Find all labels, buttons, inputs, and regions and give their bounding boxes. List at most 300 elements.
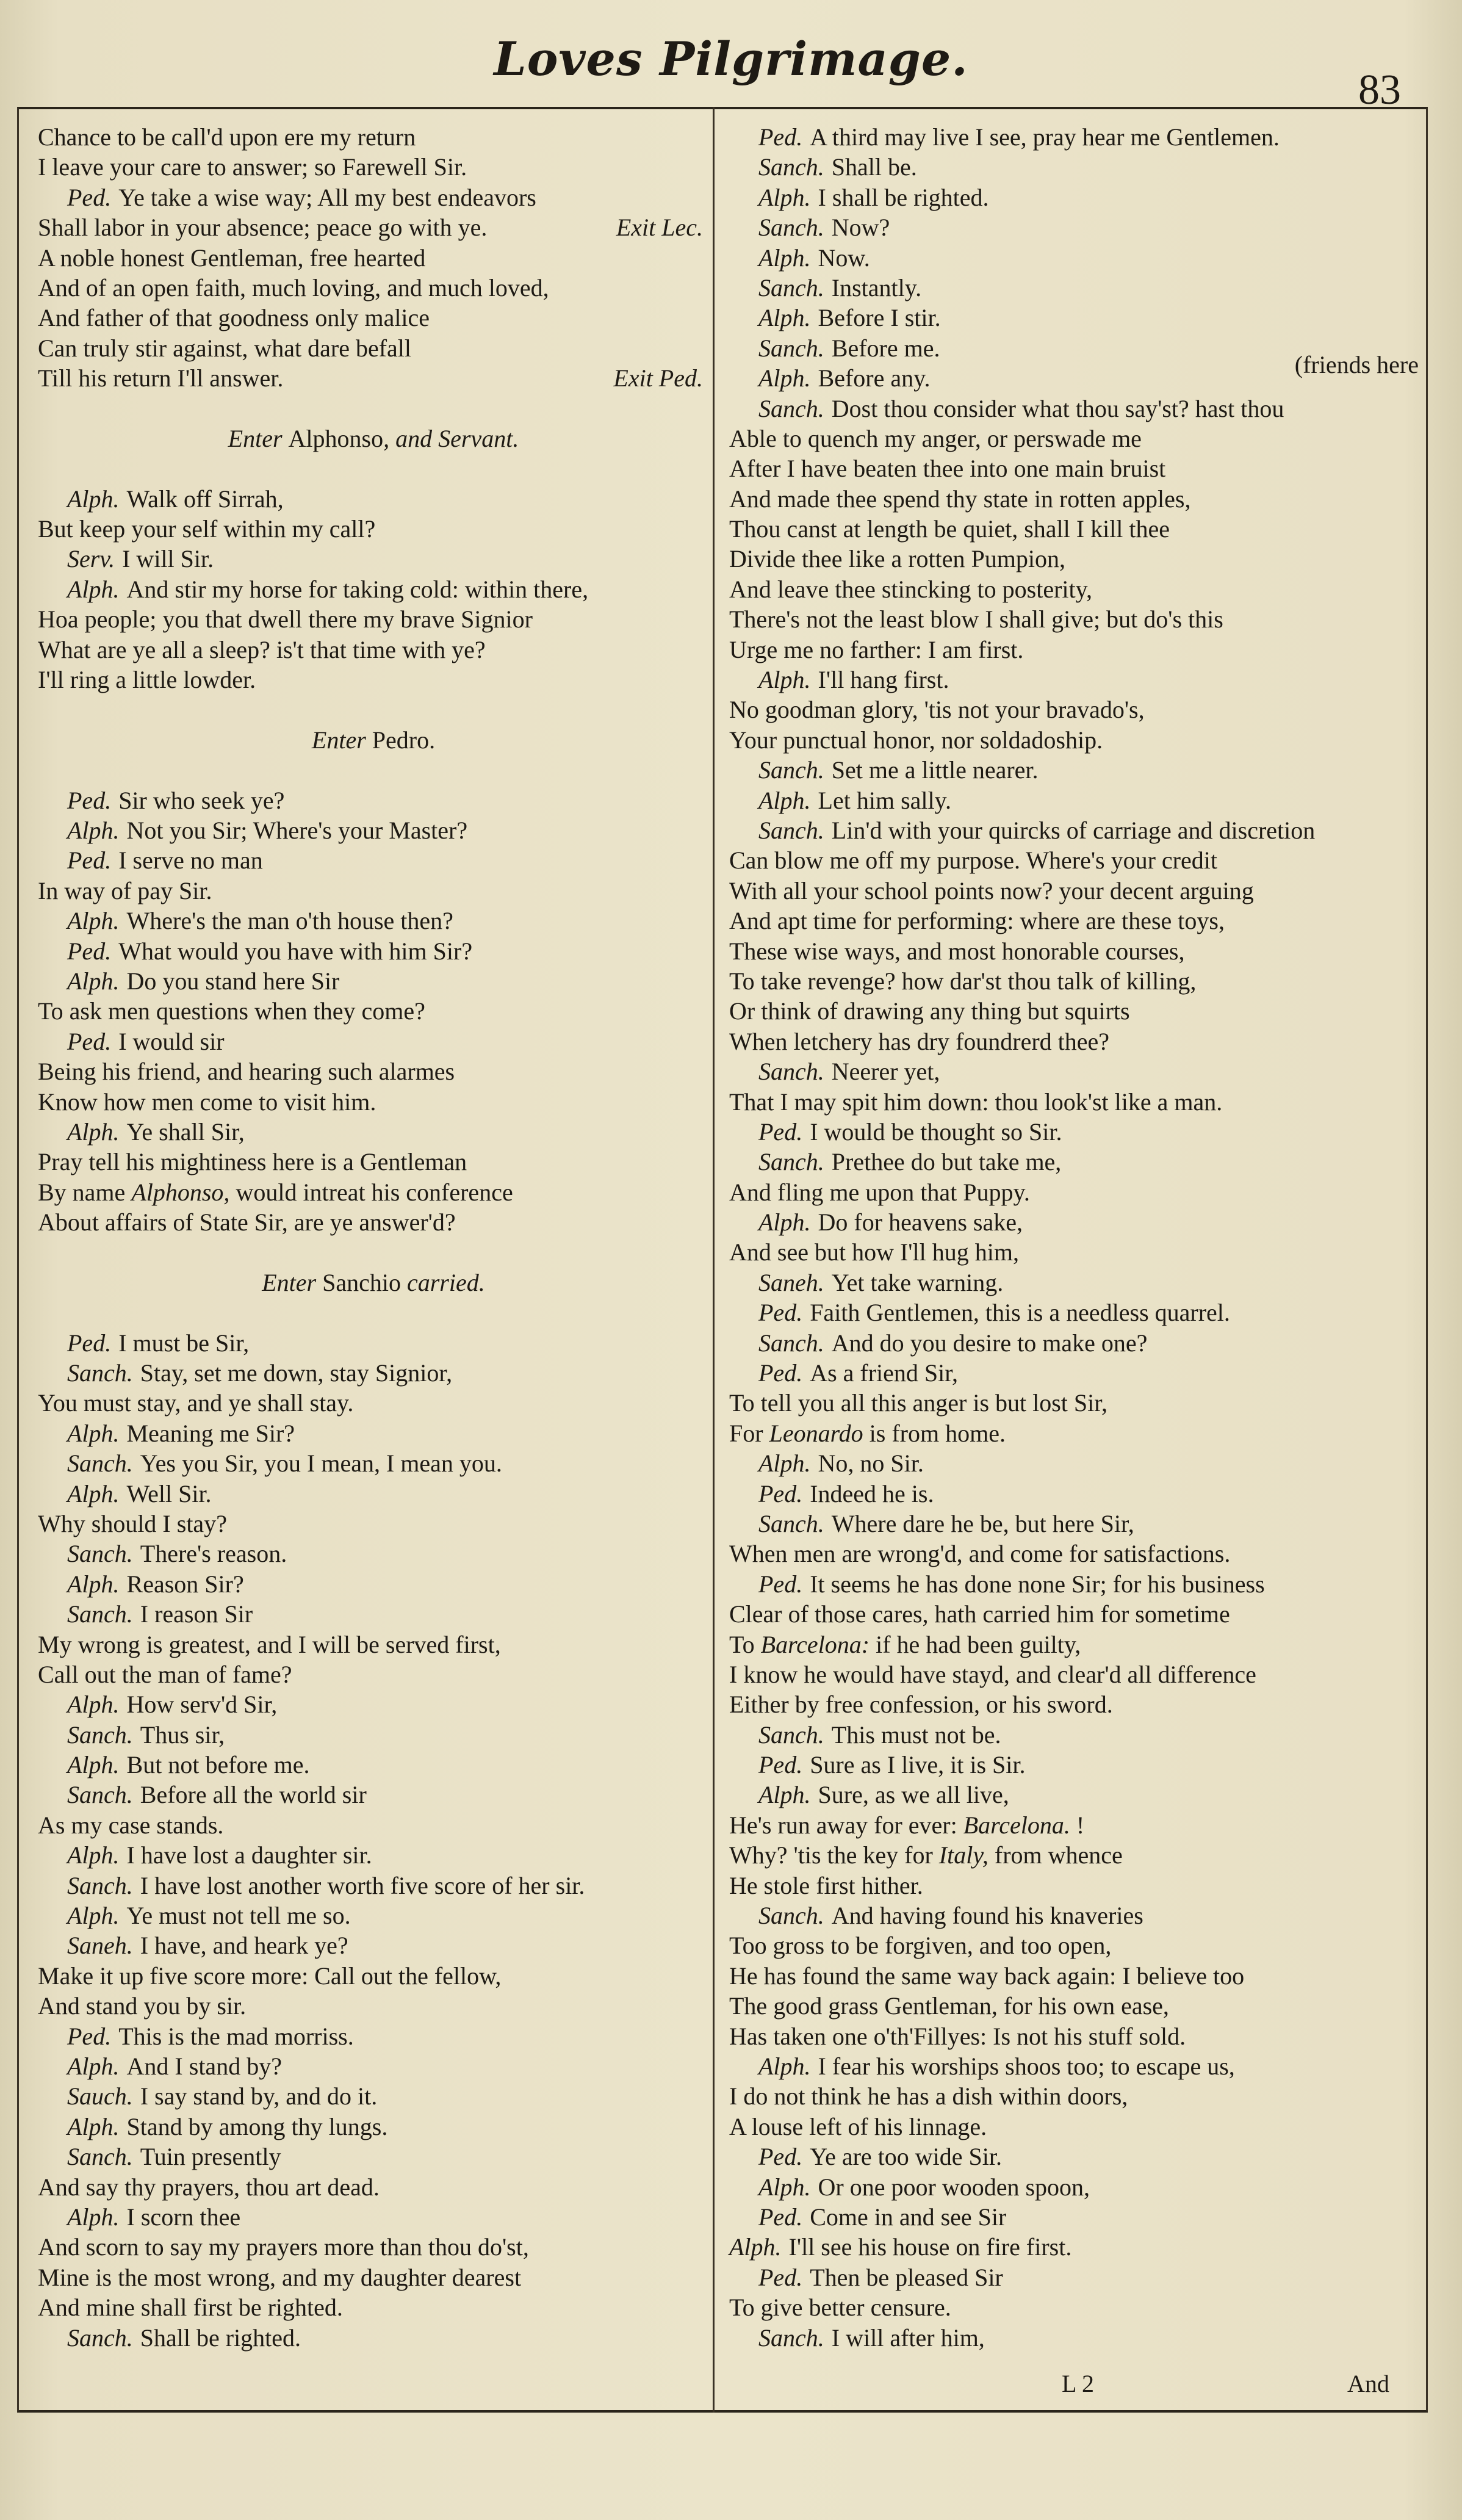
speech-line xyxy=(729,2262,1419,2292)
verse-line: And made thee spend thy state in rotten apples, xyxy=(729,485,1191,513)
verse-line: Call out the man of fame? xyxy=(38,1660,292,1688)
verse-line: To give better censure. xyxy=(729,2294,951,2322)
speech-text: I will after him, xyxy=(831,2323,985,2352)
stage-direction xyxy=(38,424,709,453)
speech-text: Sir who seek ye? xyxy=(118,786,285,814)
speech-text: I have lost another worth five score of her sir. xyxy=(140,1871,585,1899)
speech-text: Prethee do but take me, xyxy=(831,1148,1062,1176)
speaker-label: Sanch. xyxy=(67,1600,133,1628)
verse-text: Why? 'tis the key for xyxy=(729,1841,933,1869)
verse-text: Till his return I'll answer. xyxy=(38,364,284,392)
speech-line xyxy=(729,1479,1419,1509)
speech-line xyxy=(729,351,1419,393)
speaker-label: Alph. xyxy=(758,1781,811,1809)
speaker-label: Ped. xyxy=(758,1570,803,1598)
speech-line xyxy=(38,815,709,845)
speaker-label: Sauch. xyxy=(67,2082,133,2110)
verse-line: To tell you all this anger is but lost Sir, xyxy=(729,1389,1107,1417)
verse-line: He stole first hither. xyxy=(729,1871,923,1899)
speaker-label: Alph. xyxy=(758,1208,811,1237)
speaker-label: Ped. xyxy=(758,123,803,151)
speaker-label: Ped. xyxy=(758,1479,803,1507)
speech-text: This is the mad morriss. xyxy=(118,2022,354,2050)
speech-line xyxy=(38,1720,709,1750)
speech-line xyxy=(729,1358,1419,1388)
speech-line xyxy=(729,2323,1419,2353)
speaker-label: Alph. xyxy=(67,1479,120,1507)
sd-word: carried. xyxy=(406,1268,485,1296)
speaker-label: Ped. xyxy=(67,847,112,875)
place-name: Barcelona: xyxy=(760,1630,870,1658)
verse-line: Thou canst at length be quiet, shall I kill thee xyxy=(729,515,1170,543)
character-name: Alphonso, xyxy=(131,1178,230,1206)
speech-line xyxy=(38,1117,709,1147)
speech-text: And do you desire to make one? xyxy=(831,1329,1148,1357)
speaker-label: Ped. xyxy=(758,1117,803,1146)
speaker-label: Ped. xyxy=(758,2143,803,2171)
speech-text: Thus sir, xyxy=(140,1720,225,1749)
speech-text: I shall be righted. xyxy=(818,183,989,211)
speaker-label: Sanch. xyxy=(758,1720,824,1749)
verse-line: As my case stands. xyxy=(38,1811,224,1839)
signature-mark: L 2 xyxy=(1062,2370,1094,2397)
speaker-label: Alph. xyxy=(67,2052,120,2080)
sd-character-name: Pedro. xyxy=(372,726,436,754)
spacer xyxy=(38,695,709,724)
speech-line xyxy=(729,2051,1419,2081)
speaker-label: Ped. xyxy=(67,1027,112,1055)
right-column xyxy=(729,122,1419,2353)
speaker-label: Sanch. xyxy=(758,394,824,422)
column-divider xyxy=(713,107,715,2413)
speaker-label: Alph. xyxy=(67,1841,120,1869)
speech-text: Do you stand here Sir xyxy=(126,967,340,995)
speaker-label: Alph. xyxy=(758,1450,811,1478)
speech-text: Instantly. xyxy=(831,273,922,301)
speech-text: Come in and see Sir xyxy=(810,2203,1007,2231)
verse-line: And stand you by sir. xyxy=(38,1992,247,2020)
speech-line xyxy=(38,1418,709,1448)
speech-text: There's reason. xyxy=(140,1540,287,1568)
speech-line xyxy=(729,2172,1419,2202)
speech-line xyxy=(38,1448,709,1478)
speech-text: Not you Sir; Where's your Master? xyxy=(126,816,468,844)
speaker-label: Sanch. xyxy=(67,1720,133,1749)
speech-line xyxy=(38,544,709,574)
verse-line: When men are wrong'd, and come for satisfactions. xyxy=(729,1540,1231,1568)
speaker-label: Sanch. xyxy=(758,1058,824,1086)
speech-line xyxy=(729,1509,1419,1539)
verse-line: To ask men questions when they come? xyxy=(38,997,425,1025)
speaker-label: Sanch. xyxy=(67,2143,133,2171)
speech-line xyxy=(38,1840,709,1870)
verse-text: To xyxy=(729,1630,755,1658)
speaker-label: Sanch. xyxy=(758,1902,824,1930)
verse-line xyxy=(729,1840,1419,1870)
speech-line xyxy=(729,1448,1419,1478)
speech-line xyxy=(729,1569,1419,1599)
sd-word: , and Servant. xyxy=(383,424,519,452)
speech-line xyxy=(729,815,1419,845)
verse-line: And fling me upon that Puppy. xyxy=(729,1178,1030,1206)
speech-text: Before any. xyxy=(818,364,931,392)
speech-line xyxy=(38,1750,709,1780)
speech-text: I scorn thee xyxy=(126,2203,241,2231)
speaker-label: Alph. xyxy=(758,364,811,392)
speech-line xyxy=(38,1930,709,1960)
verse-line: There's not the least blow I shall give; but do's this xyxy=(729,605,1223,634)
verse-line: Pray tell his mightiness here is a Gentleman xyxy=(38,1148,467,1176)
speech-text: No, no Sir. xyxy=(818,1450,924,1478)
verse-line: Divide thee like a rotten Pumpion, xyxy=(729,545,1065,573)
speech-text: Ye take a wise way; All my best endeavors xyxy=(118,183,536,211)
speaker-label: Alph. xyxy=(67,1419,120,1447)
speech-line xyxy=(729,1750,1419,1780)
verse-text: would intreat his conference xyxy=(236,1178,513,1206)
speech-text: I serve no man xyxy=(118,847,263,875)
speech-text: This must not be. xyxy=(831,1720,1001,1749)
speech-text: I reason Sir xyxy=(140,1600,253,1628)
speech-text: I would sir xyxy=(118,1027,225,1055)
verse-line: You must stay, and ye shall stay. xyxy=(38,1389,354,1417)
speaker-label: Saneh. xyxy=(67,1932,133,1960)
speaker-label: Alph. xyxy=(67,485,120,513)
turnover-text: (friends here xyxy=(1294,351,1419,379)
speech-line xyxy=(729,1901,1419,1930)
verse-line: Make it up five score more: Call out the fellow, xyxy=(38,1962,502,1990)
verse-line: Clear of those cares, hath carried him for sometime xyxy=(729,1600,1230,1628)
verse-line xyxy=(38,363,709,393)
stage-direction-exit: Exit Ped. xyxy=(613,364,703,392)
speech-text: It seems he has done none Sir; for his business xyxy=(810,1570,1265,1598)
speech-line xyxy=(729,2202,1419,2232)
verse-line: That I may spit him down: thou look'st like a man. xyxy=(729,1088,1223,1116)
speech-text: Or one poor wooden spoon, xyxy=(818,2173,1090,2201)
speech-line xyxy=(38,1539,709,1569)
verse-line: I do not think he has a dish within doors, xyxy=(729,2082,1128,2110)
verse-text: if he had been guilty, xyxy=(876,1630,1081,1658)
verse-line: I leave your care to answer; so Farewell Sir. xyxy=(38,153,467,181)
speech-text: Now? xyxy=(831,214,890,242)
speech-line xyxy=(729,394,1419,424)
verse-text: from whence xyxy=(994,1841,1123,1869)
verse-line: But keep your self within my call? xyxy=(38,515,376,543)
verse-line: And apt time for performing: where are these toys, xyxy=(729,907,1225,935)
speech-line xyxy=(729,1056,1419,1086)
verse-line: To take revenge? how dar'st thou talk of killing, xyxy=(729,967,1197,995)
running-title: Loves Pilgrimage. xyxy=(494,32,968,86)
speech-text: Reason Sir? xyxy=(126,1570,244,1598)
speech-text: Dost thou consider what thou say'st? hast thou xyxy=(831,394,1284,422)
speech-text: Yes you Sir, you I mean, I mean you. xyxy=(140,1450,502,1478)
speech-text: Where's the man o'th house then? xyxy=(126,907,453,935)
speech-text: Stay, set me down, stay Signior, xyxy=(140,1359,453,1387)
speech-line xyxy=(38,785,709,815)
speaker-label: Ped. xyxy=(67,2022,112,2050)
speech-line xyxy=(38,2081,709,2111)
speech-line xyxy=(38,1780,709,1810)
speaker-label: Alph. xyxy=(67,1902,120,1930)
verse-line: Know how men come to visit him. xyxy=(38,1088,376,1116)
speaker-label: Sanch. xyxy=(67,1540,133,1568)
speech-line xyxy=(38,1871,709,1901)
speaker-label: Alph. xyxy=(67,1117,120,1146)
stage-direction xyxy=(38,1268,709,1298)
verse-line: About affairs of State Sir, are ye answer'd? xyxy=(38,1208,456,1237)
verse-line: Hoa people; you that dwell there my brave Signior xyxy=(38,605,533,634)
speech-line xyxy=(38,2021,709,2051)
speech-text: Lin'd with your quircks of carriage and discretion xyxy=(831,816,1316,844)
verse-line: Chance to be call'd upon ere my return xyxy=(38,123,416,151)
speech-text: Walk off Sirrah, xyxy=(126,485,284,513)
speaker-label: Sanch. xyxy=(758,2323,824,2352)
speech-text: Then be pleased Sir xyxy=(810,2263,1003,2291)
verse-text: ! xyxy=(1076,1811,1085,1839)
page-number: 83 xyxy=(1358,67,1401,114)
speech-line xyxy=(38,2202,709,2232)
speaker-label: Sanch. xyxy=(67,2323,133,2352)
speech-line xyxy=(729,1328,1419,1358)
speech-text: Tuin presently xyxy=(140,2143,281,2171)
verse-line: Urge me no farther: I am first. xyxy=(729,635,1024,663)
place-name: Barcelona. xyxy=(963,1811,1070,1839)
verse-line: I'll ring a little lowder. xyxy=(38,666,256,694)
speech-text: Ye must not tell me so. xyxy=(126,1902,351,1930)
stage-direction-exit: Exit Lec. xyxy=(616,214,703,242)
speech-line xyxy=(38,906,709,936)
speech-text: But not before me. xyxy=(126,1751,310,1779)
speaker-label: Ped. xyxy=(758,2263,803,2291)
verse-line: And see but how I'll hug him, xyxy=(729,1238,1019,1266)
verse-line: When letchery has dry foundrerd thee? xyxy=(729,1027,1110,1055)
speaker-label: Sanch. xyxy=(758,273,824,301)
speaker-label: Alph. xyxy=(758,2052,811,2080)
sd-word: Enter xyxy=(228,424,283,452)
speaker-label: Sanch. xyxy=(758,1329,824,1357)
speaker-label: Sanch. xyxy=(758,1148,824,1176)
speech-line xyxy=(729,785,1419,815)
speech-text: Ye shall Sir, xyxy=(126,1117,245,1146)
speech-line xyxy=(729,1780,1419,1810)
speech-line xyxy=(729,122,1419,152)
speech-text: I must be Sir, xyxy=(118,1329,250,1357)
verse-line: What are ye all a sleep? is't that time with ye? xyxy=(38,635,486,663)
verse-line: Mine is the most wrong, and my daughter dearest xyxy=(38,2263,522,2291)
speech-text: Indeed he is. xyxy=(810,1479,934,1507)
speaker-label: Alph. xyxy=(758,304,811,332)
speech-line xyxy=(729,273,1419,303)
speech-text: Neerer yet, xyxy=(831,1058,940,1086)
verse-line xyxy=(729,1418,1419,1448)
verse-line: These wise ways, and most honorable courses, xyxy=(729,937,1185,965)
speaker-label: Alph. xyxy=(67,967,120,995)
speaker-label: Sanch. xyxy=(758,214,824,242)
speech-line xyxy=(38,1689,709,1719)
verse-line: He has found the same way back again: I believe too xyxy=(729,1962,1245,1990)
speech-line xyxy=(729,243,1419,273)
verse-line: Can blow me off my purpose. Where's your credit xyxy=(729,847,1217,875)
speech-line xyxy=(729,1298,1419,1327)
speech-line xyxy=(38,2051,709,2081)
speaker-label: Sanch. xyxy=(758,756,824,784)
speaker-label: Sanch. xyxy=(67,1450,133,1478)
speech-text: And having found his knaveries xyxy=(831,1902,1143,1930)
speech-line xyxy=(729,212,1419,242)
speaker-label: Ped. xyxy=(758,2203,803,2231)
sd-word: Enter xyxy=(262,1268,317,1296)
speech-line xyxy=(729,152,1419,182)
speaker-label: Sanch. xyxy=(67,1871,133,1899)
speech-line xyxy=(729,2232,1419,2262)
speaker-label: Sanch. xyxy=(758,153,824,181)
speech-line xyxy=(38,2323,709,2353)
speaker-label: Alph. xyxy=(758,666,811,694)
speech-line xyxy=(38,845,709,875)
speech-line xyxy=(729,1147,1419,1177)
speaker-label: Alph. xyxy=(67,575,120,603)
verse-line: Able to quench my anger, or perswade me xyxy=(729,424,1142,452)
spacer xyxy=(38,755,709,785)
sd-character-name: Sanchio xyxy=(322,1268,401,1296)
speech-line xyxy=(38,182,709,212)
verse-line: Or think of drawing any thing but squirts xyxy=(729,997,1130,1025)
speaker-label: Alph. xyxy=(758,183,811,211)
verse-line: Too gross to be forgiven, and too open, xyxy=(729,1932,1112,1960)
left-column xyxy=(38,122,709,2353)
spacer xyxy=(38,1298,709,1327)
verse-line: I know he would have stayd, and clear'd all difference xyxy=(729,1660,1256,1688)
speaker-label: Saneh. xyxy=(758,1268,824,1296)
speech-line xyxy=(38,2142,709,2172)
speaker-label: Alph. xyxy=(67,2203,120,2231)
speech-line xyxy=(729,755,1419,785)
speech-text: I'll see his house on fire first. xyxy=(788,2233,1072,2261)
speech-text: Meaning me Sir? xyxy=(126,1419,295,1447)
speech-text: Faith Gentlemen, this is a needless quarrel. xyxy=(810,1299,1230,1327)
speech-text: How serv'd Sir, xyxy=(126,1691,278,1719)
verse-text: By name xyxy=(38,1178,126,1206)
speech-text: Before me. xyxy=(831,334,940,362)
verse-line: Your punctual honor, nor soldadoship. xyxy=(729,726,1103,754)
verse-line: Either by free confession, or his sword. xyxy=(729,1691,1113,1719)
speaker-label: Alph. xyxy=(67,907,120,935)
speech-line xyxy=(38,1479,709,1509)
speech-line xyxy=(38,1358,709,1388)
speech-text: I fear his worships shoos too; to escape us, xyxy=(818,2052,1235,2080)
speech-text: A third may live I see, pray hear me Gentlemen. xyxy=(810,123,1280,151)
verse-line xyxy=(38,212,709,242)
speech-text: I will Sir. xyxy=(122,545,214,573)
speech-line xyxy=(38,1599,709,1629)
verse-text: is from home. xyxy=(869,1419,1006,1447)
speech-text: Ye are too wide Sir. xyxy=(810,2143,1002,2171)
verse-line: Being his friend, and hearing such alarmes xyxy=(38,1058,455,1086)
verse-line: And of an open faith, much loving, and much loved, xyxy=(38,273,549,301)
verse-line: Has taken one o'th'Fillyes: Is not his stuff sold. xyxy=(729,2022,1186,2050)
speaker-label: Alph. xyxy=(67,1691,120,1719)
verse-line xyxy=(729,1810,1419,1840)
speech-line xyxy=(729,1207,1419,1237)
speaker-label: Serv. xyxy=(67,545,115,573)
speaker-label: Sanch. xyxy=(67,1781,133,1809)
verse-line: A louse left of his linnage. xyxy=(729,2112,987,2140)
speech-text: And stir my horse for taking cold: within there, xyxy=(126,575,589,603)
speech-text: What would you have with him Sir? xyxy=(118,937,473,965)
speech-line xyxy=(729,1117,1419,1147)
character-name: Leonardo xyxy=(769,1419,863,1447)
speech-line xyxy=(729,665,1419,695)
spacer xyxy=(38,1237,709,1267)
sd-character-name: Alphonso xyxy=(288,424,384,452)
place-name: Italy, xyxy=(938,1841,988,1869)
speech-line xyxy=(38,966,709,996)
spacer xyxy=(38,453,709,483)
speech-line xyxy=(38,1901,709,1930)
speaker-label: Ped. xyxy=(67,183,112,211)
speech-text: Shall be righted. xyxy=(140,2323,301,2352)
verse-text: For xyxy=(729,1419,763,1447)
verse-line xyxy=(38,1177,709,1207)
speech-text: I have, and heark ye? xyxy=(140,1932,348,1960)
verse-line: And scorn to say my prayers more than thou do'st, xyxy=(38,2233,529,2261)
speech-text: Sure as I live, it is Sir. xyxy=(810,1751,1026,1779)
speaker-label: Alph. xyxy=(729,2233,782,2261)
speech-line xyxy=(729,1720,1419,1750)
speech-text: As a friend Sir, xyxy=(810,1359,958,1387)
speech-line xyxy=(729,2142,1419,2172)
speech-text: Before I stir. xyxy=(818,304,941,332)
verse-line: No goodman glory, 'tis not your bravado's, xyxy=(729,696,1145,724)
speech-line xyxy=(38,936,709,966)
speech-text: Stand by among thy lungs. xyxy=(126,2112,388,2140)
spacer xyxy=(38,394,709,424)
stage-direction xyxy=(38,725,709,755)
speech-line xyxy=(38,484,709,514)
verse-line: Can truly stir against, what dare befall xyxy=(38,334,412,362)
verse-text: Shall labor in your absence; peace go with ye. xyxy=(38,214,488,242)
sd-word: Enter xyxy=(311,726,366,754)
speech-text: I would be thought so Sir. xyxy=(810,1117,1062,1146)
verse-line: In way of pay Sir. xyxy=(38,876,212,904)
speaker-label: Alph. xyxy=(67,816,120,844)
verse-text: He's run away for ever: xyxy=(729,1811,957,1839)
speaker-label: Ped. xyxy=(758,1359,803,1387)
speech-text: Where dare he be, but here Sir, xyxy=(831,1509,1134,1537)
verse-line: The good grass Gentleman, for his own ease, xyxy=(729,1992,1169,2020)
speaker-label: Sanch. xyxy=(67,1359,133,1387)
speaker-label: Sanch. xyxy=(758,816,824,844)
catchword: And xyxy=(1347,2370,1389,2397)
speaker-label: Alph. xyxy=(758,2173,811,2201)
speaker-label: Ped. xyxy=(67,786,112,814)
speaker-label: Alph. xyxy=(758,786,811,814)
speech-text: Shall be. xyxy=(831,153,917,181)
speaker-label: Alph. xyxy=(67,1751,120,1779)
verse-line: Why should I stay? xyxy=(38,1509,227,1537)
speech-line xyxy=(38,2112,709,2142)
speech-line xyxy=(38,1328,709,1358)
speech-text: Do for heavens sake, xyxy=(818,1208,1023,1237)
speaker-label: Ped. xyxy=(67,937,112,965)
speaker-label: Ped. xyxy=(758,1299,803,1327)
verse-line: And say thy prayers, thou art dead. xyxy=(38,2173,380,2201)
speaker-label: Alph. xyxy=(67,1570,120,1598)
speech-text: Set me a little nearer. xyxy=(831,756,1039,784)
speech-text: Well Sir. xyxy=(126,1479,212,1507)
speech-text: Yet take warning. xyxy=(831,1268,1004,1296)
verse-line: My wrong is greatest, and I will be served first, xyxy=(38,1630,501,1658)
speech-line xyxy=(729,182,1419,212)
